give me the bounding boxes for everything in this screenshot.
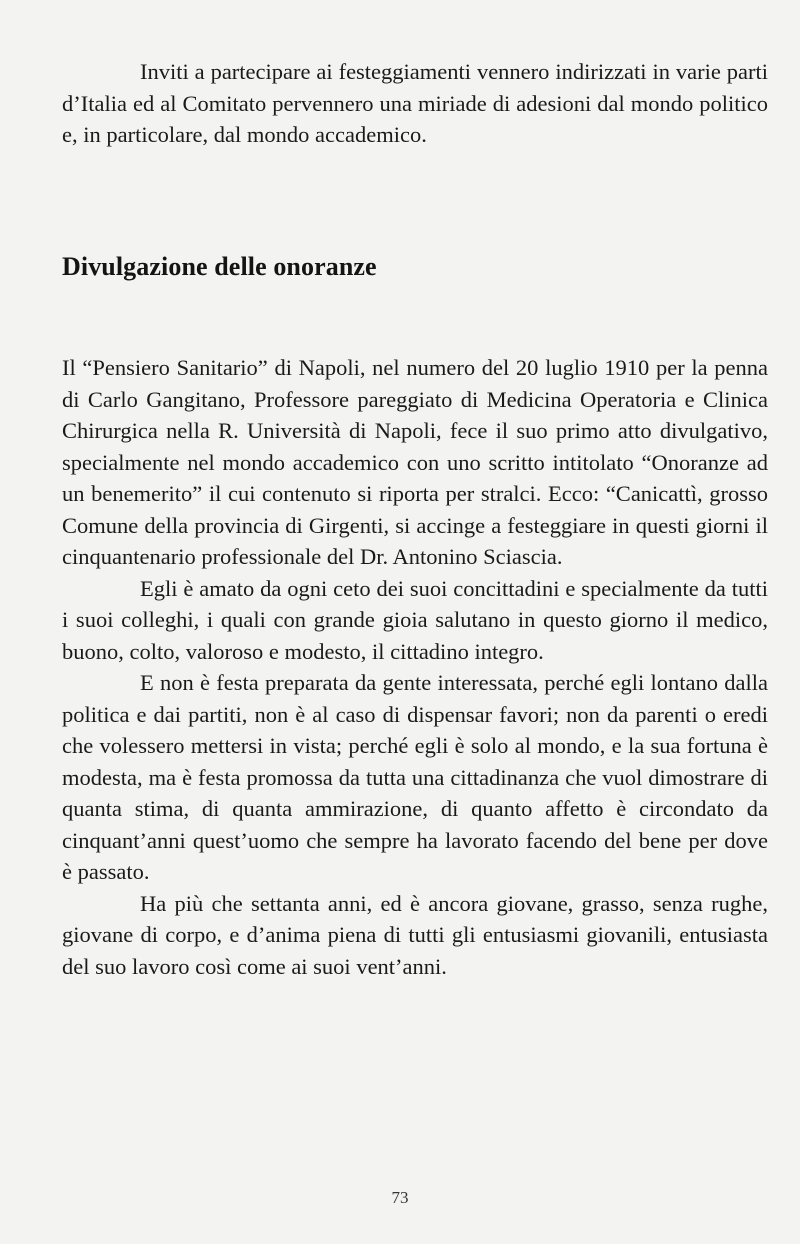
intro-section [62, 56, 768, 151]
page-number: 73 [391, 1188, 409, 1207]
section-heading: Divulgazione delle onoranze [62, 252, 377, 281]
body-paragraph-2: Egli è amato da ogni ceto dei suoi concittadini e specialmente da tutti i suoi colleghi, i quali con grande gioia salutano in questo giorno il medico, buono, colto, valoroso e modesto, il cittadino integro. [62, 575, 768, 664]
body-section [62, 352, 768, 982]
intro-paragraph: Inviti a partecipare ai festeggiamenti vennero indirizzati in varie parti d’Italia ed al Comitato pervennero una miriade di adesioni dal mondo politico e, in particolare, dal mondo accademico. [62, 59, 768, 147]
body-paragraph-3: E non è festa preparata da gente interessata, perché egli lontano dalla politica e dai partiti, non è al caso di dispensar favori; non da parenti o eredi che volessero mettersi in vista; perché egli è solo al mondo, e la sua fortuna è modesta, ma è festa promossa da tutta una cittadinanza che vuol dimostrare di quanta stima, di quanta ammirazione, di quanto affetto è circondato da cinquant’anni quest’uomo che sempre ha lavorato facendo del bene per dove è passato. [62, 670, 768, 884]
body-paragraph-4: Ha più che settanta anni, ed è ancora giovane, grasso, senza rughe, giovane di corpo, e d’anima piena di tutti gli entusiasmi giovanili, entusiasta del suo lavoro così come ai suoi vent’anni. [62, 890, 768, 979]
body-paragraph-1: Il “Pensiero Sanitario” di Napoli, nel numero del 20 luglio 1910 per la penna di Carlo Gangitano, Professore pareggiato di Medicina Operatoria e Clinica Chirurgica nella R. Università di Napoli, fece il suo primo atto divulgativo, specialmente nel mondo accademico con uno scritto intitolato “Onoranze ad un benemerito” il cui contenuto si riporta per stralci. Ecco: “Canicattì, grosso Comune della provincia di Girgenti, si accinge a festeggiare in questi giorni il cinquantenario professionale del Dr. Antonino Sciascia. [62, 355, 768, 569]
